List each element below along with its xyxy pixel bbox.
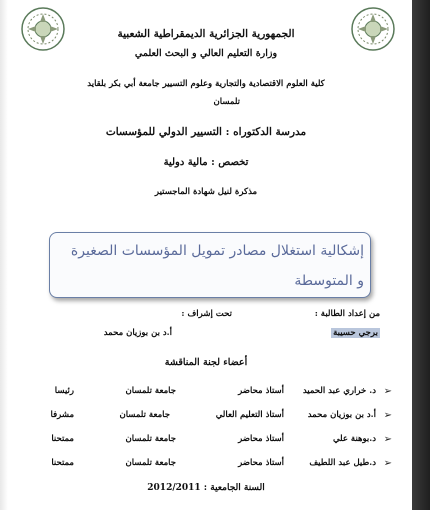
supervisor-label: تحت إشراف : <box>181 309 232 319</box>
student-label: من إعداد الطالبة : <box>314 309 380 319</box>
city-heading: تلمسان <box>213 97 240 107</box>
supervisor-name: أ.د بن بوزيان محمد <box>103 328 172 338</box>
specialty: تخصص : مالية دولية <box>163 157 249 168</box>
member-name: د. خراري عبد الحميد <box>302 386 376 396</box>
member-institution: جامعة تلمسان <box>125 386 176 396</box>
member-institution: جامعة تلمسان <box>125 434 176 444</box>
member-rank: أستاذ محاضر <box>238 434 284 444</box>
member-role: مشرفا <box>50 410 74 420</box>
member-role: ممتحنا <box>51 434 74 444</box>
thesis-title-box <box>49 232 371 298</box>
arrow-check-icon: ➢ <box>383 410 392 421</box>
committee-row <box>20 434 392 448</box>
committee-row <box>20 410 392 424</box>
faculty-heading: كلية العلوم الاقتصادية والتجارية وعلوم التسيير جامعة أبي بكر بلقايد <box>87 79 325 89</box>
doctoral-school: مدرسة الدكتوراه : التسيير الدولي للمؤسسات <box>105 126 307 138</box>
member-rank: أستاذ محاضر <box>238 458 284 468</box>
member-name: د.طيل عبد اللطيف <box>309 458 376 468</box>
member-name: د.بوهنة علي <box>332 434 376 444</box>
member-name: أ.د بن بوزيان محمد <box>307 410 376 420</box>
student-name-highlight: برجي حسيبة <box>333 328 378 338</box>
student-name <box>331 328 380 338</box>
thesis-title-line2: و المتوسطة <box>294 273 364 289</box>
thesis-type: مذكرة لنيل شهادة الماجستير <box>154 187 258 197</box>
arrow-check-icon: ➢ <box>383 458 392 469</box>
academic-year: السنة الجامعية : 2012/2011 <box>147 483 265 493</box>
arrow-check-icon: ➢ <box>383 386 392 397</box>
page-edge <box>0 0 8 510</box>
member-rank: أستاذ التعليم العالي <box>215 410 284 420</box>
viewer-scrollbar[interactable] <box>412 0 430 510</box>
committee-row <box>20 386 392 400</box>
member-institution: جامعة تلمسان <box>119 410 170 420</box>
committee-heading: أعضاء لجنة المناقشة <box>164 357 248 368</box>
member-role: ممتحنا <box>51 458 74 468</box>
committee-row <box>20 458 392 472</box>
ministry-heading: وزارة التعليم العالي و البحث العلمي <box>134 48 278 59</box>
member-role: رئيسا <box>54 386 74 396</box>
member-institution: جامعة تلمسان <box>125 458 176 468</box>
republic-heading: الجمهورية الجزائرية الديمقراطية الشعبية <box>117 28 295 40</box>
arrow-check-icon: ➢ <box>383 434 392 445</box>
member-rank: أستاذ محاضر <box>238 386 284 396</box>
thesis-title-line1: إشكالية استغلال مصادر تمويل المؤسسات الصغيرة <box>70 243 364 259</box>
